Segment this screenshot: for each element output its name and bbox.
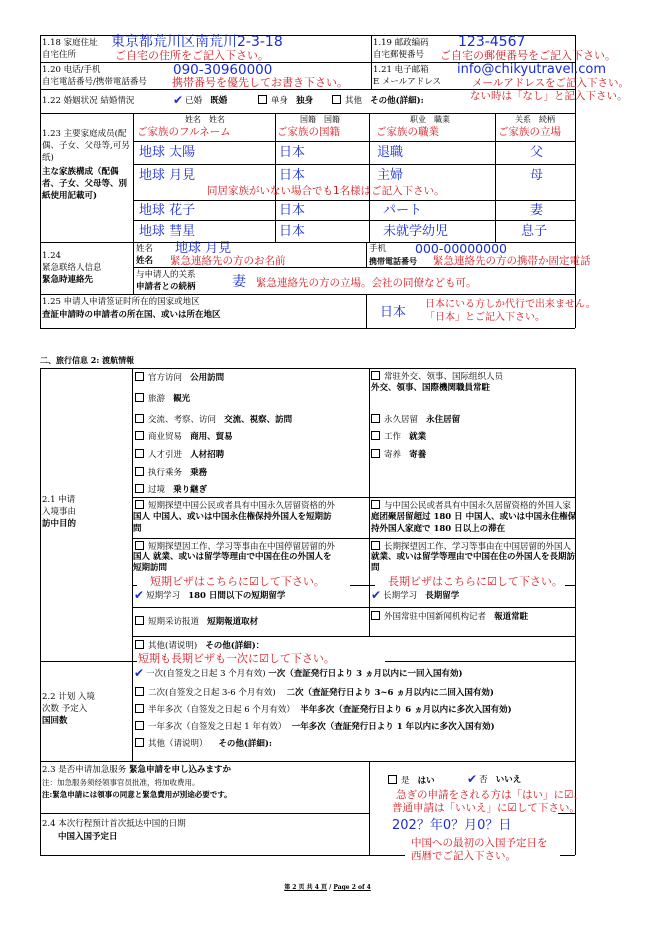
long-visit-worker-line3: 問	[371, 563, 380, 573]
entries-option-half-year[interactable]	[135, 704, 512, 716]
entries-note: 短期も長期ビザも一次に☑して下さい。	[138, 652, 335, 665]
option-jp: はい	[417, 776, 435, 786]
postal-label-jp: 自宅郵便番号	[373, 50, 425, 60]
option-jp: 短期報道取材	[207, 617, 259, 627]
checkbox-icon	[332, 95, 341, 104]
checkbox-icon	[371, 414, 380, 423]
checkmark-icon: ✔	[467, 772, 478, 786]
family-row-1-occupation[interactable]: 退職	[377, 145, 404, 160]
emergency-name-label-cn: 姓名	[136, 244, 154, 254]
emergency-label-jp: 緊急時連絡先	[42, 275, 94, 285]
option-jp: 既婚	[210, 96, 228, 106]
option-cn: 官方访问	[148, 373, 183, 383]
urgent-note-jp: 注:緊急申請には領事の同意と緊急費用が別途必要です。	[42, 790, 232, 799]
entries-option-one-year[interactable]	[135, 721, 495, 733]
option-jp: 永住居留	[426, 415, 461, 425]
entries-label-jp: 国回数	[42, 716, 68, 726]
long-visa-note: 長期ビザはこちらに☑して下さい。	[388, 575, 563, 588]
location-label-cn: 1.25 申请人申请签证时所在的国家或地区	[42, 297, 200, 307]
emergency-phone-label-cn: 手机	[369, 244, 387, 254]
arrival-note-2: 西暦でご記入下さい。	[411, 850, 516, 862]
address-label-jp: 自宅住所	[42, 50, 77, 60]
option-jp: 長期留学	[425, 591, 460, 601]
urgent-option-no[interactable]	[467, 774, 521, 786]
purpose-foster[interactable]	[371, 449, 426, 461]
option-jp: 半年多次（査証発行日より 6 ヵ月以内に多次入国有効)	[300, 705, 512, 715]
option-cn: 外国常驻中国新闻机构记者	[384, 612, 487, 622]
option-jp: 乗り継ぎ	[173, 485, 208, 495]
section2-title: 二、旅行信息 2: 渡航情報	[40, 355, 135, 365]
purpose-transit[interactable]	[135, 484, 207, 496]
option-jp: 商用、貿易	[190, 432, 233, 442]
emergency-label-cn: 紧急联络人信息	[42, 263, 102, 273]
checkbox-icon	[135, 500, 144, 509]
arrival-date-value[interactable]: 202？年0？月0？日	[392, 818, 512, 833]
location-value[interactable]: 日本	[380, 305, 407, 320]
checkbox-icon	[135, 372, 144, 381]
urgent-note-cn: 注：加急服务须经领事官员	[42, 778, 132, 787]
purpose-resident-press[interactable]	[371, 611, 528, 623]
option-jp: その他(詳細):	[370, 96, 424, 106]
arrival-label-jp: 中国入国予定日	[58, 832, 118, 842]
option-cn: 过境	[148, 485, 166, 495]
short-visit-family-line3: 問	[133, 524, 142, 534]
short-visit-worker-line2: 国人 就業、或いは留学等理由で中国在住の外国人を	[133, 552, 332, 562]
page-number-en: Page 2 of 4	[333, 884, 371, 891]
option-cn: 一次(自签发之日起 3 个月有效)	[146, 669, 266, 679]
option-line: 短期探望中国公民或者具有中国永久居留资格的外	[148, 501, 336, 511]
option-line: 短期探望因工作、学习等事由在中国停留居留的外	[148, 542, 336, 552]
checkbox-icon	[135, 704, 144, 713]
urgent-label-cn: 2.3 是否申请加急服务	[42, 765, 127, 775]
checkbox-icon	[135, 738, 144, 747]
marital-option-single[interactable]	[258, 95, 313, 107]
phone-note: 携帯番号を優先してお書き下さい。	[172, 76, 348, 89]
checkbox-icon	[135, 687, 144, 696]
family-row-2-relation[interactable]: 母	[530, 168, 544, 183]
purpose-business[interactable]	[135, 431, 233, 443]
family-header-occupation: 职业 職業	[410, 115, 450, 124]
family-header-occupation-note: ご家族の職業	[376, 126, 439, 138]
purpose-label-cn: 入境事由	[42, 507, 77, 517]
option-jp: 外交、領事、国際機関職員常駐	[371, 383, 491, 393]
purpose-long-study[interactable]	[371, 590, 459, 602]
arrival-note-1: 中国への最初の入国予定日を	[411, 837, 548, 849]
checkbox-icon	[371, 431, 380, 440]
urgent-note-line1	[42, 777, 200, 788]
family-row-1-relation[interactable]: 父	[530, 145, 544, 160]
option-line: 与中国公民或者具有中国永久居留资格的外国人家	[384, 501, 572, 511]
option-jp: 人材招聘	[190, 450, 225, 460]
page-footer: 第 2 页 共 4 页 / Page 2 of 4	[284, 884, 371, 891]
checkbox-icon	[371, 371, 380, 380]
option-jp: いいえ	[495, 775, 522, 785]
emergency-name-value[interactable]: 地球 月見	[175, 241, 232, 256]
entries-label-cn: 次数 予定入	[42, 704, 88, 714]
family-header-name: 姓名 姓名	[185, 115, 225, 124]
option-cn: 长期学习	[383, 591, 418, 601]
location-note-1: 日本にいる方しか代行で出来ません。	[425, 299, 596, 310]
option-cn: 寄养	[384, 450, 402, 460]
email-value[interactable]: info@chikyutravel.com	[457, 62, 606, 77]
option-cn: 一年多次（自签发之日起 1 年有效）	[148, 722, 287, 732]
email-note-2: ない時は「なし」と記入下さい。	[470, 90, 628, 102]
address-label-cn: 1.18 家庭住址	[42, 38, 98, 48]
family-row-4-name[interactable]: 地球 彗星	[139, 224, 196, 239]
entries-option-other[interactable]	[135, 738, 272, 750]
checkbox-icon	[135, 541, 144, 550]
purpose-work[interactable]	[371, 431, 426, 443]
option-jp: 一年多次（査証発行日より 1 年以内に多次入国有効)	[291, 722, 495, 732]
family-header-relation: 关系 続柄	[515, 115, 555, 124]
checkbox-icon	[371, 611, 380, 620]
purpose-crew[interactable]	[135, 467, 207, 479]
family-row-1-name[interactable]: 地球 太陽	[139, 145, 196, 160]
postal-label-cn: 1.19 邮政编码	[373, 38, 429, 48]
address-note: ご自宅の住所をご記入下さい。	[115, 49, 269, 62]
option-jp: 公用訪問	[190, 373, 225, 383]
option-cn: 交流、考察、访问	[148, 415, 217, 425]
family-header-relation-note: ご家族の立場	[498, 126, 561, 138]
purpose-diplomat[interactable]	[371, 371, 503, 383]
family-label-jp: 主な家族構成（配偶者、子女、父母等、別紙使用記載可)	[42, 167, 128, 201]
checkbox-icon	[135, 449, 144, 458]
emergency-name-label-jp: 姓名	[136, 256, 154, 266]
option-jp: 報道常駐	[494, 612, 529, 622]
family-row-3-nationality[interactable]: 日本	[279, 203, 306, 218]
purpose-label-jp: 訪中目的	[42, 519, 77, 529]
checkbox-icon	[135, 721, 144, 730]
marital-label: 1.22 婚姻状况 結婚情況	[42, 96, 135, 106]
option-cn: 永久居留	[384, 415, 419, 425]
emergency-relation-value[interactable]: 妻	[232, 274, 246, 290]
family-overlay-note: 同居家族がいない場合でも1名様はご記入下さい。	[207, 185, 445, 197]
option-jp: その他(詳細)：	[205, 641, 265, 651]
family-header-nationality: 国籍 国籍	[300, 115, 340, 124]
emergency-phone-label-jp: 携帯電話番号	[369, 256, 417, 266]
entries-option-single[interactable]	[134, 668, 463, 680]
option-line: 长期探望因工作、学习等事由在中国居留的外国人	[384, 542, 572, 552]
checkbox-icon	[135, 393, 144, 402]
option-jp: 交流、視察、訪問	[224, 415, 293, 425]
option-jp: 独身	[296, 96, 314, 106]
family-row-2-name[interactable]: 地球 月見	[139, 168, 196, 183]
emergency-name-note: 緊急連絡先の方のお名前	[170, 255, 286, 267]
location-note-2: 「日本」とご記入下さい。	[425, 312, 545, 323]
checkbox-icon	[371, 541, 380, 550]
option-cn: 常驻外交、领事、国际组织人员	[384, 372, 504, 382]
urgent-label-jp: 緊急申請を申し込みますか	[128, 765, 231, 775]
option-cn: 是	[401, 776, 410, 786]
emergency-phone-value[interactable]: 000-00000000	[415, 241, 507, 256]
purpose-short-study[interactable]	[134, 590, 285, 602]
phone-label-jp: 自宅電話番号/携帯電話番号	[42, 77, 147, 87]
purpose-long-visit-family[interactable]	[371, 500, 571, 512]
emergency-relation-label-cn: 与申请人的关系	[136, 270, 196, 280]
purpose-tourism[interactable]	[135, 393, 190, 405]
option-jp: 就業	[409, 432, 427, 442]
option-cn: 半年多次（自签发之日起 6 个月有效）	[148, 705, 295, 715]
purpose-permanent[interactable]	[371, 414, 460, 426]
marital-option-other[interactable]	[332, 95, 424, 107]
urgent-red-note-2: 普通申請は「いいえ」に☑して下さい。	[392, 802, 580, 814]
family-row-3-occupation[interactable]: パート	[383, 203, 423, 218]
option-jp: その他(詳細):	[218, 739, 273, 749]
long-visit-family-line2: 庭团聚居留超过 180 日 中国人、或いは中国永住権保	[371, 512, 577, 522]
checkbox-icon	[135, 640, 144, 649]
checkbox-icon	[371, 449, 380, 458]
address-value[interactable]: 東京都荒川区南荒川2-3-18	[111, 34, 283, 50]
emergency-phone-note: 緊急連絡先の方の携帯か固定電話	[433, 255, 591, 267]
checkbox-icon	[135, 467, 144, 476]
emergency-relation-label-jp: 申請者との続柄	[136, 282, 196, 292]
checkmark-icon: ✔	[371, 588, 382, 602]
option-cn: 人才引进	[148, 450, 183, 460]
family-row-1-nationality[interactable]: 日本	[279, 145, 306, 160]
phone-label-cn: 1.20 电话/手机	[42, 65, 101, 75]
long-visit-worker-line2: 就業、或いは留学等理由で中国在住の外国人を長期訪	[371, 552, 576, 562]
option-cn: 其他(请说明)	[148, 641, 198, 651]
option-cn: 其他（请说明）	[148, 739, 208, 749]
option-cn: 短期学习	[146, 591, 181, 601]
purpose-other[interactable]	[135, 640, 264, 652]
option-cn: 否	[479, 775, 488, 785]
phone-value[interactable]: 090-30960000	[173, 62, 273, 78]
urgent-note-cn2: 批准，将加收费用。	[132, 778, 200, 787]
option-jp: 二次（査証発行日より 3~6 ヵ月以内に二回入国有効)	[286, 688, 494, 698]
purpose-official-visit[interactable]	[135, 372, 224, 384]
email-label-cn: 1.21 电子邮箱	[373, 65, 429, 75]
checkbox-icon	[135, 414, 144, 423]
option-jp: 乗務	[190, 468, 208, 478]
short-visit-family-line2: 国人 中国人、或いは中国永住権保持外国人を短期訪	[133, 512, 332, 522]
option-cn: 二次(自签发之日起 3-6 个月有效)	[148, 688, 276, 698]
option-cn: 旅游	[148, 394, 166, 404]
short-visit-worker-line3: 短期訪問	[133, 563, 168, 573]
family-label-cn: 1.23 主要家庭成员(配偶、子女、父母等,可另纸)	[42, 129, 130, 163]
checkmark-icon: ✔	[173, 93, 184, 107]
family-header-name-note: ご家族のフルネーム	[137, 126, 231, 138]
option-cn: 短期采访报道	[148, 617, 200, 627]
family-row-2-occupation[interactable]: 主婦	[377, 168, 404, 183]
long-visit-family-line3: 持外国人家庭で 180 日以上の滞在	[371, 524, 506, 534]
location-label-jp: 査証申請時の申請者の所在国、或いは所在地区	[42, 310, 221, 320]
option-cn: 已婚	[185, 96, 203, 106]
family-row-3-relation[interactable]: 妻	[530, 203, 544, 218]
option-cn: 其他	[345, 96, 363, 106]
option-cn: 执行乘务	[148, 468, 183, 478]
urgent-note-line2	[42, 789, 232, 800]
purpose-short-visit-family[interactable]	[135, 500, 335, 512]
urgent-red-note-1: 急ぎの申請をされる方は「はい」に☑、	[396, 789, 584, 801]
family-row-4-nationality[interactable]: 日本	[279, 224, 306, 239]
checkbox-icon	[371, 500, 380, 509]
purpose-short-press[interactable]	[135, 616, 258, 628]
emergency-label-num: 1.24	[42, 251, 61, 261]
marital-option-married[interactable]	[173, 94, 227, 107]
checkmark-icon: ✔	[134, 666, 145, 680]
purpose-talent[interactable]	[135, 449, 224, 461]
option-jp: 一次（査証発行日より 3 ヵ月以内に一回入国有効)	[268, 669, 463, 679]
postal-value[interactable]: 123-4567	[458, 34, 526, 50]
family-row-4-occupation[interactable]: 未就学幼児	[383, 224, 449, 239]
entries-option-double[interactable]	[135, 687, 494, 699]
option-jp: 寄養	[409, 450, 427, 460]
checkbox-icon	[135, 616, 144, 625]
urgent-label	[42, 765, 231, 776]
purpose-diplomat-jp	[371, 383, 490, 394]
checkmark-icon: ✔	[134, 588, 145, 602]
option-cn: 商业贸易	[148, 432, 183, 442]
entries-label-num: 2.2 计划 入境	[42, 692, 95, 702]
postal-note: ご自宅の郵便番号をご記入下さい。	[440, 49, 616, 62]
option-cn: 工作	[384, 432, 402, 442]
urgent-option-yes[interactable]	[388, 775, 435, 787]
checkbox-icon	[388, 775, 397, 784]
family-row-2-nationality[interactable]: 日本	[279, 168, 306, 183]
family-header-nationality-note: ご家族の国籍	[277, 126, 340, 138]
checkbox-icon	[135, 484, 144, 493]
checkbox-icon	[135, 431, 144, 440]
page-number-cn: 第 2 页 共 4 页	[284, 884, 327, 891]
short-visa-note: 短期ビザはこちらに☑して下さい。	[150, 575, 325, 588]
option-jp: 観光	[173, 394, 191, 404]
family-row-3-name[interactable]: 地球 花子	[139, 203, 196, 218]
option-cn: 单身	[271, 96, 289, 106]
arrival-label-cn: 2.4 本次行程预计首次抵达中国的日期	[42, 819, 186, 829]
email-label-jp: E メールアドレス	[373, 77, 441, 87]
option-jp: 180 日間以下の短期留学	[188, 591, 286, 601]
emergency-relation-note: 緊急連絡先の方の立場。会社の同僚なども可。	[256, 277, 477, 289]
checkbox-icon	[258, 95, 267, 104]
family-row-4-relation[interactable]: 息子	[521, 224, 548, 239]
purpose-exchange[interactable]	[135, 414, 292, 426]
email-note-1: メールアドレスをご記入下さい。	[472, 77, 629, 89]
purpose-label-num: 2.1 申请	[42, 495, 76, 505]
